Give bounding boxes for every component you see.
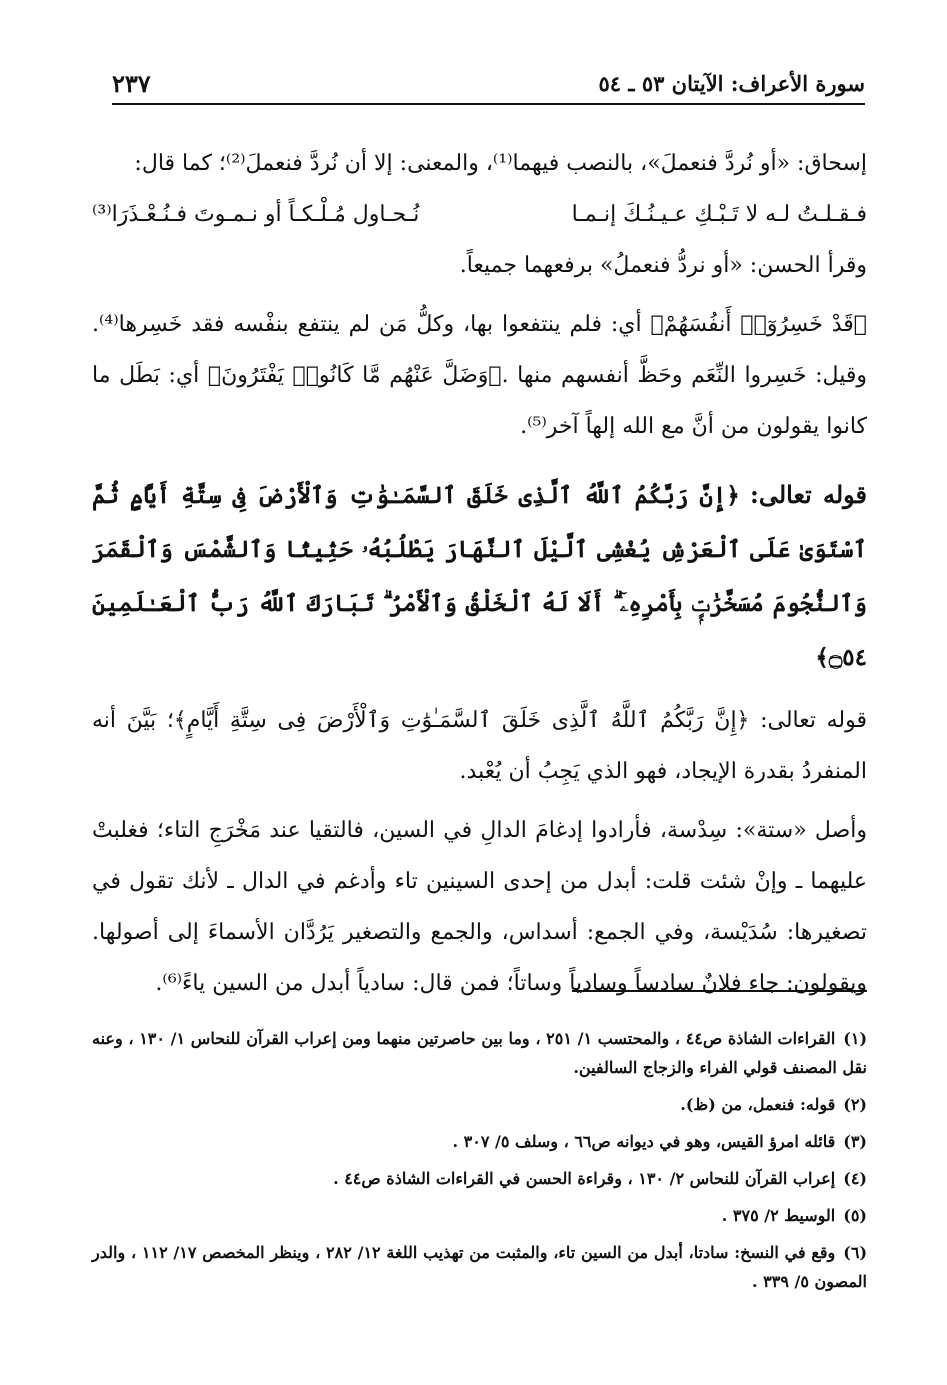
page-number: ٢٣٧ (112, 69, 151, 98)
paragraph-commentary: قوله تعالى: ﴿إِنَّ رَبَّكُمُ ٱللَّهُ ٱلَّذِى خَلَقَ ٱلسَّمَـٰوَٰتِ وَٱلْأَرْضَ فِى سِتَّةِ أَيَّامٍ﴾؛ بَيَّنَ أنه المنفردُ بقدرة الإيجاد، فهو الذي يَجِبُ أن يُعْبد. (92, 708, 867, 784)
paragraph-hasan-reading: وقرأ الحسن: «أو نردُّ فنعملُ» برفعهما جميعاً. (459, 253, 867, 278)
footnote-separator (572, 990, 867, 992)
footnotes (92, 1024, 867, 1304)
footnote-2: (٢)قوله: فنعمل، من (ظ). (680, 1095, 867, 1114)
footnote-4: (٤)إعراب القرآن للنحاس ٢/ ١٣٠ ، وقراءة الحسن في القراءات الشاذة ص٤٤ . (333, 1169, 867, 1188)
paragraph-ishaq: إسحاق: «أو نُردَّ فنعملَ»، بالنصب فيهما⁽¹⁾، والمعنى: إلا أن نُردَّ فنعملَ⁽²⁾؛ كما قال: (134, 151, 867, 176)
footnote-3: (٣)قائله امرؤ القيس، وهو في ديوانه ص٦٦ ، وسلف ٥/ ٣٠٧ . (452, 1132, 867, 1151)
main-text (92, 138, 867, 1009)
header-rule (112, 103, 865, 105)
poem-second-hemistich: نُـحـاول مُـلْـكـاً أو نـمـوتَ فـنُـعْـذَرَا⁽³⁾ (92, 202, 420, 227)
header-title: سورة الأعراف: الآيتان ٥٣ ـ ٥٤ (598, 71, 865, 96)
paragraph-sitta-origin: وأصل «ستة»: سِدْسة، فأرادوا إدغامَ الدالِ في السين، فالتقيا عند مَخْرَجِ التاء؛ فغلبتْ عليهما ـ وإنْ شئت قلت: أبدل من إحدى السينين تاء وأدغم في الدال ـ لأنك تقول في تصغيرها: سُدَيْسة، وفي الجمع: أسداس، والجمع والتصغير يَرُدَّان الأسماءَ إلى أصولها. ويقولون: جاء فلانٌ سادساً وسادياً وساتاً؛ فمن قال: سادياً أبدل من السين ياءً⁽⁶⁾. (92, 818, 867, 996)
poem-verse (92, 189, 867, 240)
quran-verse-block (92, 468, 867, 685)
poem-first-hemistich: فـقـلـتُ لـه لا تَـبْـكِ عـيـنُـكَ إنـمـا (571, 202, 867, 227)
paragraph-khasiru: ﴿قَدْ خَسِرُوٓا۟ أَنفُسَهُمْ﴾ أي: فلم ينتفعوا بها، وكلُّ مَن لم ينتفع بنفْسه فقد خَسِرها⁽⁴⁾. وقيل: خَسِروا النِّعَم وحَظَّ أنفسهم منها .﴿وَضَلَّ عَنْهُم مَّا كَانُوا۟ يَفْتَرُونَ﴾ أي: بَطَل ما كانوا يقولون من أنَّ مع الله إلهاً آخر⁽⁵⁾. (92, 312, 867, 439)
footnote-1: (١)القراءات الشاذة ص٤٤ ، والمحتسب ١/ ٢٥١ ، وما بين حاصرتين منهما ومن إعراب القرآن للنحاس ١/ ١٣٠ ، وعنه نقل المصنف قولي الفراء والزجاج السالفين. (92, 1029, 868, 1077)
footnote-6: (٦)وقع في النسخ: سادتا، أبدل من السين تاء، والمثبت من تهذيب اللغة ١٢/ ٢٨٢ ، وينظر المخصص ١٧/ ١١٢ ، والدر المصون ٥/ ٣٣٩ . (92, 1243, 868, 1291)
running-header (112, 68, 865, 100)
verse-lead: قوله تعالى: (749, 480, 868, 509)
verse-text: ﴿إِنَّ رَبَّكُمُ ٱللَّهُ ٱلَّذِى خَلَقَ ٱلسَّمَـٰوَٰتِ وَٱلْأَرْضَ فِى سِتَّةِ أَيَّامٍ ثُمَّ ٱسْتَوَىٰ عَلَى ٱلْعَرْشِ يُغْشِى ٱلَّيْلَ ٱلنَّهَارَ يَطْلُبُهُۥ حَثِيثًا وَٱلشَّمْسَ وَٱلْقَمَرَ وَٱلنُّجُومَ مُسَخَّرَٰتٍۭ بِأَمْرِهِۦٓ ۗ أَلَا لَهُ ٱلْخَلْقُ وَٱلْأَمْرُ ۗ تَبَارَكَ ٱللَّهُ رَبُّ ٱلْعَـٰلَمِينَ ۝٥٤﴾ (92, 482, 867, 671)
footnote-5: (٥)الوسيط ٢/ ٣٧٥ . (721, 1206, 867, 1225)
